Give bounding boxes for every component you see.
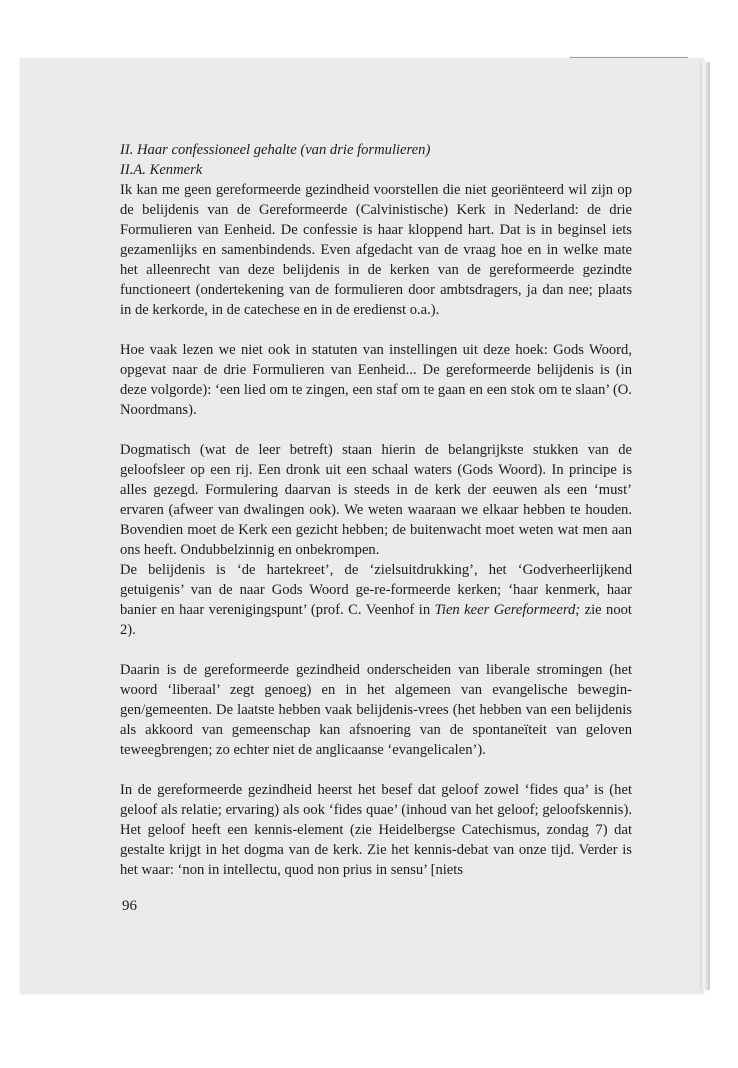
paragraph-4 <box>120 560 632 640</box>
subsection-heading: II.A. Kenmerk <box>120 162 203 178</box>
page-edge <box>700 62 710 990</box>
page-number: 96 <box>122 898 137 914</box>
top-rule <box>570 57 688 58</box>
paragraph-1: Ik kan me geen gereformeerde gezindheid voorstellen die niet georiënteerd wil zijn op de belijdenis van de Gereformeerde (Calvinistische) Kerk in Nederland: de drie Formulieren van Eenheid. De confessie is haar kloppend hart. Dat is in beginsel iets gezamenlijks en samenbindends. Even afgedacht van de vraag hoe en in welke mate het alleenrecht van deze belijdenis in de kerken van de gereformeerde gezindte functioneert (ondertekening van de formulieren door ambtsdragers, ja dan nee; plaats in de kerkorde, in de catechese en in de eredienst o.a.). <box>120 182 632 318</box>
section-heading: II. Haar confessioneel gehalte (van drie formulieren) <box>120 142 431 158</box>
paragraph-2: Hoe vaak lezen we niet ook in statuten van instellingen uit deze hoek: Gods Woord, opgevat naar de drie Formulieren van Eenheid... De gereformeerde belijdenis is (in deze volgorde): ‘een lied om te zingen, een staf om te gaan en een stok om te slaan’ (O. Noordmans). <box>120 342 632 418</box>
paragraph-4-end: zie noot 2). <box>120 602 632 638</box>
paragraph-3: Dogmatisch (wat de leer betreft) staan hierin de belangrijkste stukken van de geloofsleer op een rij. Een dronk uit een schaal waters (Gods Woord). In principe is alles gezegd. Formulering daarvan is steeds in de kerk der eeuwen als een ‘must’ ervaren (afweer van dwalingen ook). We weten waaraan we elkaar hebben te houden. Bovendien moet de Kerk een gezicht hebben; de buitenwacht moet weten wat men aan ons heeft. Ondubbelzinnig en onbekrompen. <box>120 442 632 558</box>
paragraph-4-text: De belijdenis is ‘de hartekreet’, de ‘zielsuitdrukking’, het ‘Godverheerlijkend getuigenis’ van de naar Gods Woord ge-re-formeerde kerken; ‘haar kenmerk, haar banier en haar verenigingspunt’ (prof. C. Veenhof in <box>120 562 632 618</box>
paragraph-6: In de gereformeerde gezindheid heerst het besef dat geloof zowel ‘fides qua’ is (het geloof als relatie; ervaring) als ook ‘fides quae’ (inhoud van het geloof; geloofskennis). Het geloof heeft een kennis-element (zie Heidelbergse Catechismus, zondag 7) dat gestalte krijgt in het dogma van de kerk. Zie het kennis-debat van onze tijd. Verder is het waar: ‘non in intellectu, quod non prius in sensu’ [niets <box>120 782 632 878</box>
book-title: Tien keer Gereformeerd; <box>434 602 581 618</box>
paragraph-5: Daarin is de gereformeerde gezindheid onderscheiden van liberale stromingen (het woord ‘liberaal’ zegt genoeg) en in het algemeen van evangelische bewegin-gen/gemeenten. De laatste hebben vaak belijdenis-vrees (het hebben van een belijdenis als akkoord van gemeenschap kan afsnoering van de spontaneïteit van geloven teweegbrengen; zo echter niet de anglicaanse ‘evangelicalen’). <box>120 662 632 758</box>
page-content <box>120 140 632 880</box>
